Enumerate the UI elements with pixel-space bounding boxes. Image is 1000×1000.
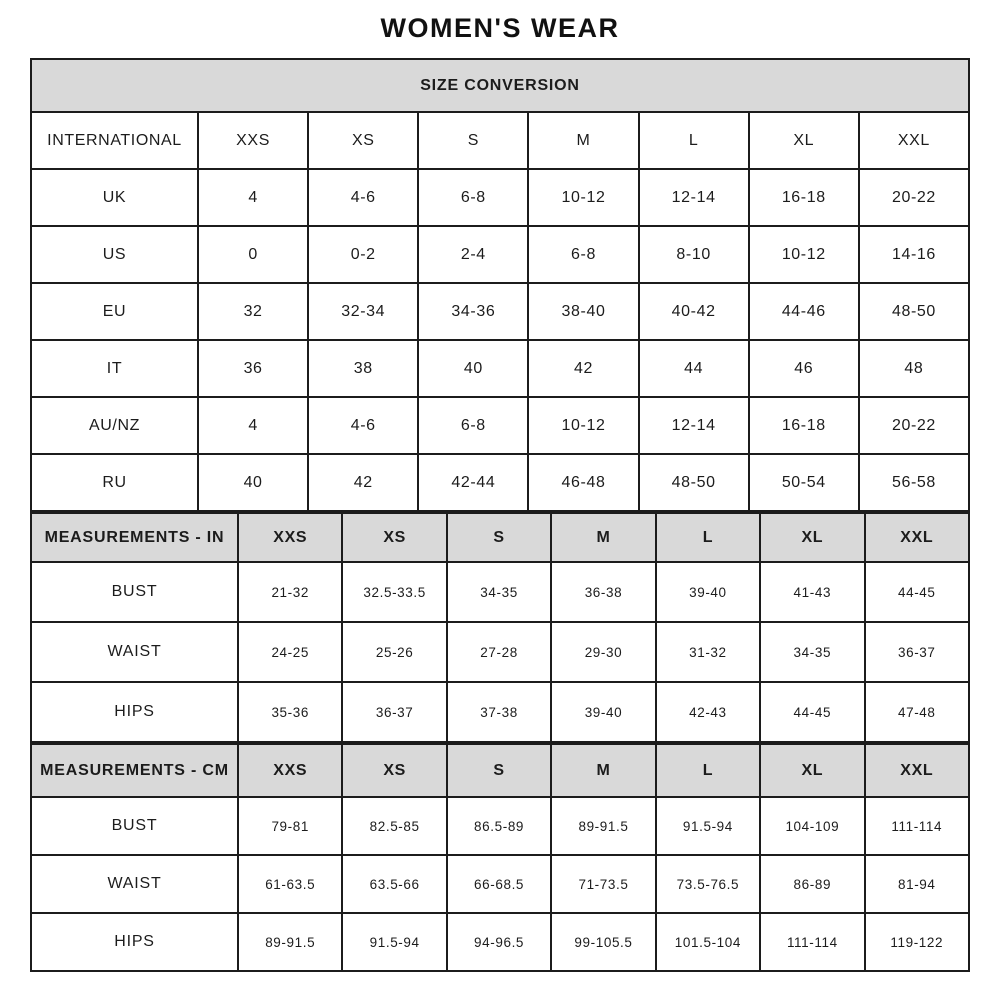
data-cell: 29-30 (551, 622, 655, 682)
table-row (31, 682, 969, 742)
size-header-row (31, 112, 969, 169)
row-label: EU (31, 283, 198, 340)
row-label: US (31, 226, 198, 283)
data-cell: 99-105.5 (551, 913, 655, 971)
data-cell: 14-16 (859, 226, 969, 283)
size-column-header: XXS (238, 744, 342, 797)
data-cell: 42 (528, 340, 638, 397)
data-cell: 42 (308, 454, 418, 511)
size-header-row (31, 744, 969, 797)
data-cell: 16-18 (749, 397, 859, 454)
size-column-header: L (656, 744, 760, 797)
data-cell: 44 (639, 340, 749, 397)
size-column-header: L (656, 513, 760, 562)
data-cell: 48 (859, 340, 969, 397)
data-cell: 111-114 (865, 797, 969, 855)
size-column-header: S (447, 513, 551, 562)
data-cell: 4 (198, 169, 308, 226)
row-label: RU (31, 454, 198, 511)
row-label: AU/NZ (31, 397, 198, 454)
size-column-header: XS (308, 112, 418, 169)
data-cell: 73.5-76.5 (656, 855, 760, 913)
data-cell: 71-73.5 (551, 855, 655, 913)
data-cell: 44-45 (760, 682, 864, 742)
row-label: IT (31, 340, 198, 397)
data-cell: 36-37 (865, 622, 969, 682)
data-cell: 82.5-85 (342, 797, 446, 855)
data-cell: 104-109 (760, 797, 864, 855)
data-cell: 10-12 (749, 226, 859, 283)
data-cell: 89-91.5 (238, 913, 342, 971)
data-cell: 0 (198, 226, 308, 283)
size-column-header: M (551, 513, 655, 562)
data-cell: 4 (198, 397, 308, 454)
size-column-header: S (418, 112, 528, 169)
size-column-header: XL (760, 744, 864, 797)
data-cell: 34-36 (418, 283, 528, 340)
size-column-header: XXL (865, 513, 969, 562)
data-cell: 31-32 (656, 622, 760, 682)
data-cell: 20-22 (859, 397, 969, 454)
table-row (31, 797, 969, 855)
data-cell: 81-94 (865, 855, 969, 913)
data-cell: 50-54 (749, 454, 859, 511)
data-cell: 94-96.5 (447, 913, 551, 971)
data-cell: 8-10 (639, 226, 749, 283)
table-title: SIZE CONVERSION (31, 59, 969, 112)
data-cell: 4-6 (308, 397, 418, 454)
row-label: WAIST (31, 855, 238, 913)
data-cell: 34-35 (447, 562, 551, 622)
data-cell: 56-58 (859, 454, 969, 511)
data-cell: 111-114 (760, 913, 864, 971)
data-cell: 86-89 (760, 855, 864, 913)
data-cell: 32-34 (308, 283, 418, 340)
data-cell: 32.5-33.5 (342, 562, 446, 622)
data-cell: 21-32 (238, 562, 342, 622)
data-cell: 42-43 (656, 682, 760, 742)
header-label: MEASUREMENTS - IN (31, 513, 238, 562)
data-cell: 37-38 (447, 682, 551, 742)
data-cell: 48-50 (859, 283, 969, 340)
size-column-header: XS (342, 513, 446, 562)
data-cell: 0-2 (308, 226, 418, 283)
size-column-header: L (639, 112, 749, 169)
data-cell: 36-37 (342, 682, 446, 742)
size-column-header: M (551, 744, 655, 797)
data-cell: 16-18 (749, 169, 859, 226)
header-label: INTERNATIONAL (31, 112, 198, 169)
header-label: MEASUREMENTS - CM (31, 744, 238, 797)
data-cell: 63.5-66 (342, 855, 446, 913)
row-label: WAIST (31, 622, 238, 682)
size-column-header: XS (342, 744, 446, 797)
table-row (31, 562, 969, 622)
data-cell: 91.5-94 (656, 797, 760, 855)
data-cell: 40-42 (639, 283, 749, 340)
data-cell: 32 (198, 283, 308, 340)
data-cell: 47-48 (865, 682, 969, 742)
data-cell: 12-14 (639, 169, 749, 226)
data-cell: 27-28 (447, 622, 551, 682)
data-cell: 91.5-94 (342, 913, 446, 971)
size-column-header: XXS (198, 112, 308, 169)
data-cell: 39-40 (656, 562, 760, 622)
data-cell: 36-38 (551, 562, 655, 622)
table-row (31, 454, 969, 511)
data-cell: 34-35 (760, 622, 864, 682)
data-cell: 89-91.5 (551, 797, 655, 855)
data-cell: 12-14 (639, 397, 749, 454)
data-cell: 41-43 (760, 562, 864, 622)
table-row (31, 855, 969, 913)
size-header-row (31, 513, 969, 562)
table-row (31, 913, 969, 971)
row-label: BUST (31, 562, 238, 622)
table-row (31, 397, 969, 454)
data-cell: 38-40 (528, 283, 638, 340)
size-column-header: XXS (238, 513, 342, 562)
table-row (31, 283, 969, 340)
data-cell: 6-8 (418, 397, 528, 454)
size-conversion-table (30, 58, 970, 512)
data-cell: 61-63.5 (238, 855, 342, 913)
data-cell: 46 (749, 340, 859, 397)
measurements-in-table (30, 512, 970, 743)
data-cell: 40 (418, 340, 528, 397)
data-cell: 10-12 (528, 169, 638, 226)
data-cell: 36 (198, 340, 308, 397)
table-row (31, 169, 969, 226)
data-cell: 42-44 (418, 454, 528, 511)
data-cell: 79-81 (238, 797, 342, 855)
measurements-cm-table (30, 743, 970, 972)
size-column-header: XXL (865, 744, 969, 797)
data-cell: 66-68.5 (447, 855, 551, 913)
data-cell: 20-22 (859, 169, 969, 226)
data-cell: 119-122 (865, 913, 969, 971)
size-column-header: XL (749, 112, 859, 169)
table-banner-row (31, 59, 969, 112)
data-cell: 48-50 (639, 454, 749, 511)
page-title: WOMEN'S WEAR (380, 13, 620, 43)
row-label: HIPS (31, 682, 238, 742)
data-cell: 25-26 (342, 622, 446, 682)
size-column-header: XXL (859, 112, 969, 169)
data-cell: 40 (198, 454, 308, 511)
data-cell: 4-6 (308, 169, 418, 226)
row-label: UK (31, 169, 198, 226)
data-cell: 10-12 (528, 397, 638, 454)
data-cell: 39-40 (551, 682, 655, 742)
data-cell: 46-48 (528, 454, 638, 511)
data-cell: 44-46 (749, 283, 859, 340)
data-cell: 2-4 (418, 226, 528, 283)
data-cell: 38 (308, 340, 418, 397)
table-row (31, 622, 969, 682)
size-column-header: S (447, 744, 551, 797)
row-label: BUST (31, 797, 238, 855)
data-cell: 24-25 (238, 622, 342, 682)
data-cell: 44-45 (865, 562, 969, 622)
table-row (31, 340, 969, 397)
data-cell: 101.5-104 (656, 913, 760, 971)
table-row (31, 226, 969, 283)
size-column-header: M (528, 112, 638, 169)
data-cell: 6-8 (528, 226, 638, 283)
data-cell: 6-8 (418, 169, 528, 226)
data-cell: 86.5-89 (447, 797, 551, 855)
row-label: HIPS (31, 913, 238, 971)
size-column-header: XL (760, 513, 864, 562)
data-cell: 35-36 (238, 682, 342, 742)
